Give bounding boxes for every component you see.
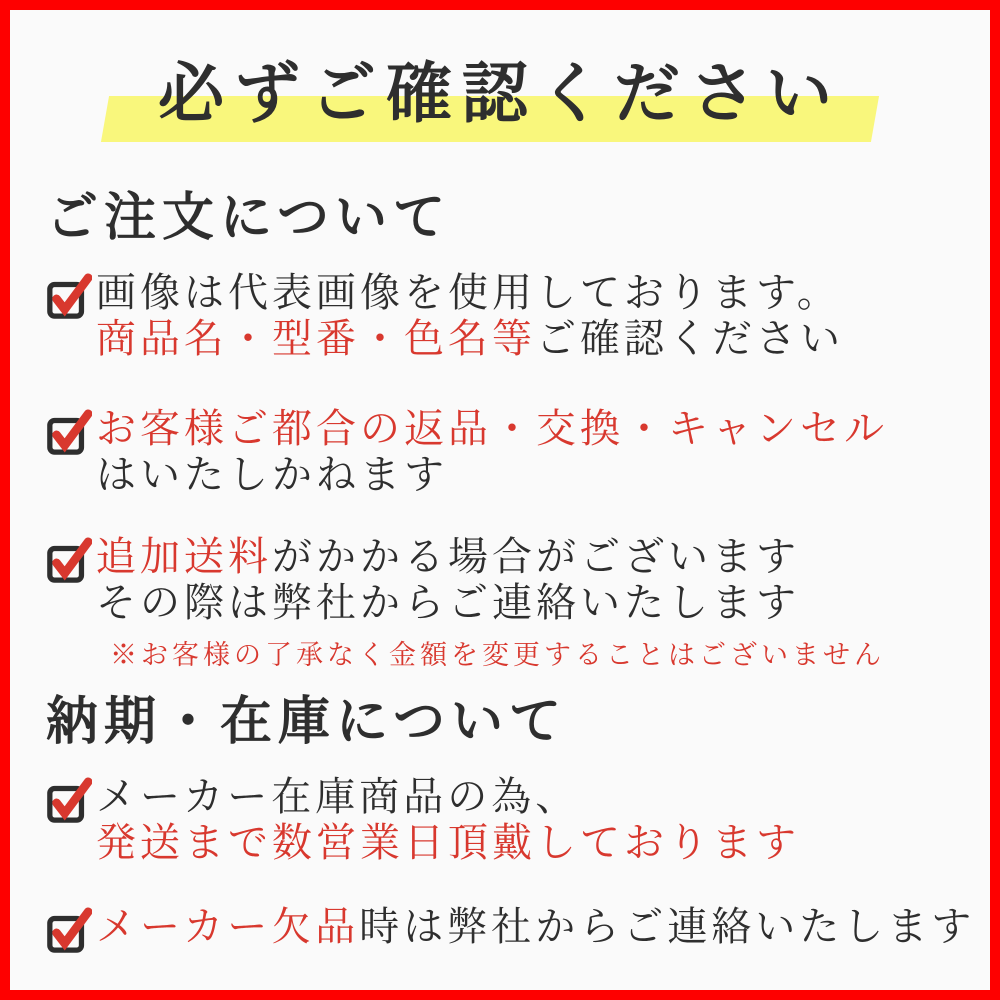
checklist-item-maker-stock	[46, 774, 972, 866]
item-line	[96, 774, 800, 820]
item-text-segment: 時は弊社からご連絡いたします	[359, 904, 976, 949]
item-line	[96, 580, 885, 626]
item-line	[96, 820, 800, 866]
item-text	[96, 774, 800, 866]
item-line	[96, 904, 975, 950]
checklist-item-representative-image	[46, 270, 972, 362]
checked-checkbox-icon	[46, 272, 92, 320]
item-text-segment: 画像は代表画像を使用しております。	[96, 270, 841, 315]
emphasis-red-text: 発送まで数営業日頂戴しております	[96, 820, 800, 865]
title-banner	[10, 44, 990, 146]
item-line	[96, 270, 844, 316]
emphasis-red-text: 商品名・型番・色名等	[96, 316, 536, 361]
item-text	[96, 904, 975, 950]
item-line	[96, 406, 888, 452]
item-text-segment: メーカー在庫商品の為、	[96, 774, 580, 819]
checklist-item-no-returns	[46, 406, 972, 498]
notice-content	[10, 190, 990, 954]
emphasis-red-text: 追加送料	[96, 534, 272, 579]
emphasis-red-text: メーカー欠品	[96, 904, 360, 949]
checked-checkbox-icon	[46, 408, 92, 456]
item-line	[96, 316, 844, 362]
item-note: ※お客様の了承なく金額を変更することはございません	[110, 640, 885, 670]
item-text-segment: はいたしかねます	[96, 452, 448, 497]
item-text-segment: その際は弊社からご連絡いたします	[96, 580, 800, 625]
checked-checkbox-icon	[46, 776, 92, 824]
emphasis-red-text: お客様ご都合の返品・交換・キャンセル	[96, 406, 888, 451]
item-text-segment: ご確認ください	[536, 316, 844, 361]
section-heading-order: ご注文について	[46, 190, 451, 247]
item-text-segment: がかかる場合がございます	[272, 534, 800, 579]
checked-checkbox-icon	[46, 536, 92, 584]
checklist-item-maker-out-of-stock	[46, 904, 976, 954]
section-heading-delivery-stock: 納期・在庫について	[46, 694, 567, 751]
item-text	[96, 270, 844, 362]
item-line	[96, 452, 888, 498]
checklist-item-extra-shipping	[46, 534, 972, 672]
page-title: 必ずご確認ください	[158, 58, 842, 131]
item-text	[96, 534, 885, 672]
item-text	[96, 406, 888, 498]
item-line	[96, 534, 885, 580]
checked-checkbox-icon	[46, 906, 92, 954]
